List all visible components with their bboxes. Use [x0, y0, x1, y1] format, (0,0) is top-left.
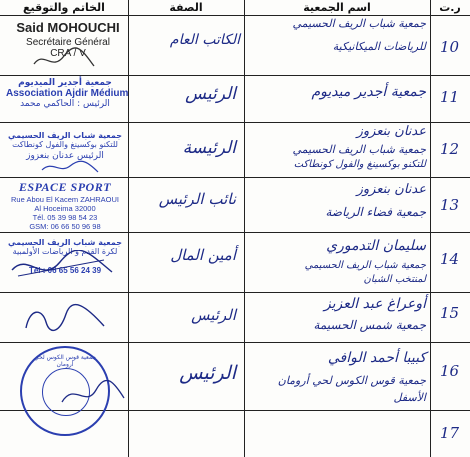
association-stamp [6, 131, 124, 161]
header-seal: الخاتم والتوقيع [23, 1, 105, 14]
stamp-fr: Association Ajdir Médium [6, 88, 129, 99]
column-divider [244, 0, 245, 457]
stamp-address: Rue Abou El Kacem ZAHRAOUI [11, 195, 119, 204]
signature-scribble [40, 158, 100, 176]
capacity-text: الكاتب العام [169, 32, 240, 48]
association-line: عدنان بنعزوز [356, 124, 426, 139]
association-line: جمعية أجدير ميديوم [311, 84, 426, 100]
grid-line [0, 75, 470, 76]
capacity-text: الرئيس [179, 362, 236, 384]
capacity-text: الرئيس [191, 306, 236, 324]
grid-line [0, 342, 470, 343]
association-line: أوعراغ عبد العزيز [323, 296, 426, 312]
stamp-ar-mid: لكرة القدم و الرياضات الأولمبية [12, 247, 118, 256]
stamp-name: ESPACE SPORT [18, 180, 112, 194]
grid-line [0, 15, 470, 16]
row-number: 17 [440, 424, 460, 442]
row-number: 12 [440, 140, 460, 158]
grid-line [0, 232, 470, 233]
stamp-name: Said MOHOUCHI [16, 20, 120, 35]
signature-scribble [30, 46, 100, 74]
stamp-ring-text: جمعية قوس الكوس لحي أرومان [33, 354, 97, 368]
column-divider [128, 0, 129, 457]
column-divider [430, 0, 431, 457]
association-line: للرياضات الميكانيكية [332, 40, 426, 53]
signature-scribble [20, 302, 110, 336]
stamp-ar-top: جمعية شباب الريف الحسيمي [8, 238, 122, 247]
stamp-gsm: GSM: 06 66 50 96 98 [29, 222, 101, 231]
association-line: كبيبا أحمد الوافي [327, 350, 426, 366]
row-number: 10 [440, 38, 460, 56]
signature-scribble [60, 380, 126, 410]
grid-line [0, 177, 470, 178]
association-line: جمعية فضاء الرياضة [325, 205, 426, 219]
stamp-ar-mid: للتكنو بوكسينغ والفول كونطاكت [12, 140, 118, 149]
association-line: جمعية شباب الريف الحسيمي [304, 260, 426, 271]
row-number: 15 [440, 304, 460, 322]
capacity-text: الرئيسة [182, 138, 236, 158]
association-line: للتكنو بوكسينغ والفول كونطاكت [293, 159, 426, 170]
stamp-org: CRA / V [50, 48, 86, 59]
stamp-ar-bottom: الرئيس عدنان بنعزوز [26, 151, 104, 161]
stamp-tel: Tél : 06 65 56 24 39 [28, 266, 102, 275]
association-line: جمعية شباب الريف الحسيمي [292, 17, 426, 30]
capacity-text: نائب الرئيس [158, 190, 236, 208]
association-line: جمعية شباب الريف الحسيمي [292, 143, 426, 156]
row-number: 11 [440, 88, 460, 106]
association-line: الأسفل [393, 391, 426, 404]
stamp-city: Al Hoceima 32000 [34, 204, 96, 213]
stamp-ar-top: جمعية أجدير الميديوم [18, 78, 112, 88]
association-line: سليمان التدموري [326, 238, 426, 254]
header-association: اسم الجمعية [303, 1, 371, 14]
business-stamp [6, 180, 124, 231]
stamp-ar-bottom: الرئيس : الحاكمي محمد [20, 99, 110, 109]
association-line: لمنتخب الشبان [363, 274, 426, 285]
row-number: 16 [440, 362, 460, 380]
stamp-tel: Tél. 05 39 98 54 23 [32, 213, 98, 222]
header-number: ر.ت [439, 1, 461, 14]
association-stamp [6, 78, 129, 109]
grid-line [0, 122, 470, 123]
header-capacity: الصفة [169, 1, 203, 14]
capacity-text: الرئيس [185, 84, 236, 104]
stamp-title: Secrétaire Général [26, 37, 110, 48]
row-number: 13 [440, 196, 460, 214]
stamp-ar-top: جمعية شباب الريف الحسيمي [8, 131, 122, 140]
signature-scribble [8, 250, 118, 286]
grid-line [0, 292, 470, 293]
association-line: عدنان بنعزوز [356, 182, 426, 197]
row-number: 14 [440, 250, 460, 268]
association-line: جمعية قوس الكوس لحي أرومان [277, 374, 426, 387]
capacity-text: أمين المال [170, 246, 236, 264]
association-line: جمعية شمس الحسيمة [313, 318, 426, 332]
